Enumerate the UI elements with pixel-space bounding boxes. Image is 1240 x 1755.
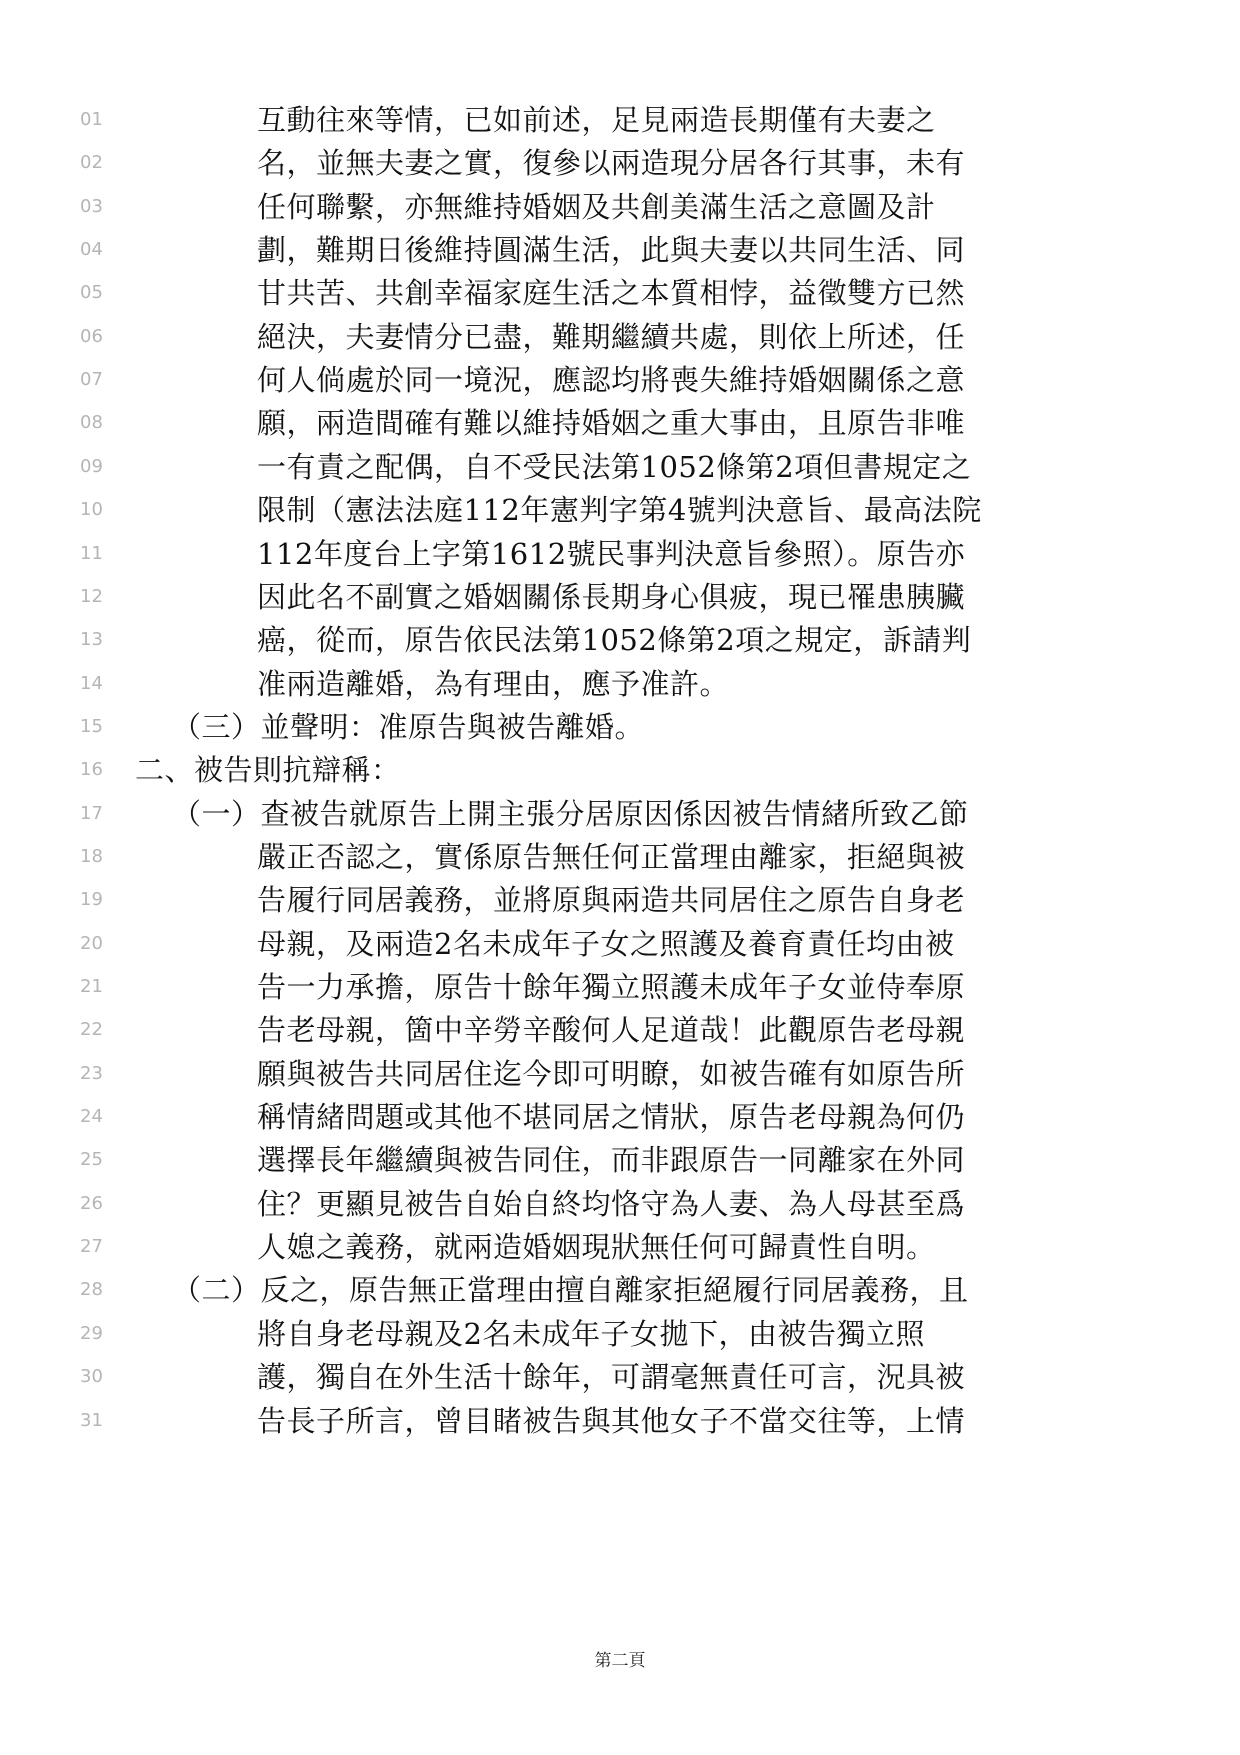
line-text: 甘共苦、共創幸福家庭生活之本質相悖，益徵雙方已然 [257,276,966,311]
line-number: 27 [80,1236,103,1258]
text-line [0,96,1240,144]
line-text: 癌，從而，原告依民法第1052條第2項之規定，訴請判 [257,623,972,658]
line-text: 任何聯繫，亦無維持婚姻及共創美滿生活之意圖及計 [257,189,936,224]
line-number: 28 [80,1279,103,1301]
line-text: 互動往來等情，已如前述，足見兩造長期僅有夫妻之 [257,103,936,137]
page-footer: 第二頁 [594,1651,646,1671]
text-line [0,1310,1240,1358]
line-text: 絕決，夫妻情分已盡，難期繼續共處，則依上所述，任 [257,319,966,354]
text-line [0,1397,1240,1445]
line-text: 何人倘處於同一境況，應認均將喪失維持婚姻關係之意 [257,363,966,398]
line-number: 16 [80,759,103,781]
line-number: 26 [80,1192,103,1214]
text-line [0,1223,1240,1271]
text-line [0,876,1240,924]
line-number: 01 [80,109,103,130]
line-number: 15 [80,715,103,737]
text-line [0,1006,1240,1054]
line-text: 112年度台上字第1612號民事判決意旨參照）。原告亦 [257,536,966,571]
text-line [0,1266,1240,1314]
line-text: 告一力承擔，原告十餘年獨立照護未成年子女並侍奉原 [257,970,966,1004]
line-number: 20 [80,932,103,954]
text-line [0,399,1240,447]
text-line [0,356,1240,404]
line-text: 稱情緒問題或其他不堪同居之情狀，原告老母親為何仍 [257,1100,966,1135]
line-number: 02 [80,152,103,174]
line-number: 13 [80,629,103,651]
line-text: （二）反之，原告無正當理由擅自離家拒絕履行同居義務，且 [172,1273,969,1308]
text-line [0,1353,1240,1401]
line-text: 母親，及兩造2名未成年子女之照護及養育責任均由被 [257,926,955,961]
line-text: 限制（憲法法庭112年憲判字第4號判決意旨、最高法院 [257,493,982,528]
line-text: 一有責之配偶，自不受民法第1052條第2項但書規定之 [257,449,972,484]
line-text: 告履行同居義務，並將原與兩造共同居住之原告自身老 [257,883,966,918]
line-number: 25 [80,1149,103,1171]
text-line [0,660,1240,708]
line-number: 22 [80,1019,103,1041]
line-text: （一）查被告就原告上開主張分居原因係因被告情緒所致乙節 [172,796,969,831]
text-line [0,1050,1240,1098]
line-text: 劃，難期日後維持圓滿生活，此與夫妻以共同生活、同 [257,233,966,268]
line-number: 31 [80,1409,103,1431]
line-text: 告長子所言，曾目睹被告與其他女子不當交往等，上情 [257,1403,966,1438]
line-text: 嚴正否認之，實係原告無任何正當理由離家，拒絕與被 [257,839,966,874]
line-text: 願與被告共同居住迄今即可明瞭，如被告確有如原告所 [257,1056,966,1091]
line-text: 准兩造離婚，為有理由，應予准許。 [257,666,730,701]
line-text: 願，兩造間確有難以維持婚姻之重大事由，且原告非唯 [257,406,966,441]
line-number: 24 [80,1106,103,1128]
text-line [0,833,1240,881]
text-line [0,313,1240,361]
line-number: 29 [80,1322,103,1344]
line-number: 09 [80,455,103,477]
line-text: （三）並聲明：准原告與被告離婚。 [172,709,645,744]
line-number: 12 [80,585,103,607]
line-text: 人媳之義務，就兩造婚姻現狀無任何可歸責性自明。 [257,1230,936,1265]
text-line [0,920,1240,968]
text-line [0,183,1240,231]
line-number: 03 [80,195,103,217]
text-line [0,1180,1240,1228]
line-text: 因此名不副實之婚姻關係長期身心俱疲，現已罹患胰臟 [257,579,966,614]
line-text: 名，並無夫妻之實，復參以兩造現分居各行其事，未有 [257,146,966,181]
text-line [0,139,1240,187]
line-text: 告老母親，箇中辛勞辛酸何人足道哉！此觀原告老母親 [257,1013,966,1048]
text-line [0,790,1240,838]
line-text: 二、被告則抗辯稱： [135,753,401,788]
line-number: 18 [80,845,103,867]
line-number: 14 [80,672,103,694]
text-line [0,530,1240,578]
line-text: 將自身老母親及2名未成年子女拋下，由被告獨立照 [257,1316,925,1351]
line-text: 護，獨自在外生活十餘年，可謂毫無責任可言，況具被 [257,1360,966,1395]
text-line [0,746,1240,794]
text-line [0,1093,1240,1141]
line-number: 11 [80,542,103,564]
line-number: 17 [80,802,103,824]
text-line [0,269,1240,317]
text-line [0,616,1240,664]
line-number: 05 [80,282,103,304]
text-line [0,486,1240,534]
line-text: 住？更顯見被告自始自終均恪守為人妻、為人母甚至爲 [257,1186,966,1221]
line-number: 21 [80,976,103,997]
line-number: 23 [80,1062,103,1084]
line-number: 19 [80,889,103,911]
line-number: 06 [80,325,103,347]
text-line [0,573,1240,621]
text-line [0,963,1240,1011]
text-line [0,703,1240,751]
line-number: 30 [80,1366,103,1388]
line-number: 08 [80,412,103,434]
text-line [0,443,1240,491]
line-number: 04 [80,239,103,261]
text-line [0,1136,1240,1184]
text-line [0,226,1240,274]
line-text: 選擇長年繼續與被告同住，而非跟原告一同離家在外同 [257,1143,966,1178]
line-number: 07 [80,369,103,391]
line-number: 10 [80,499,103,521]
